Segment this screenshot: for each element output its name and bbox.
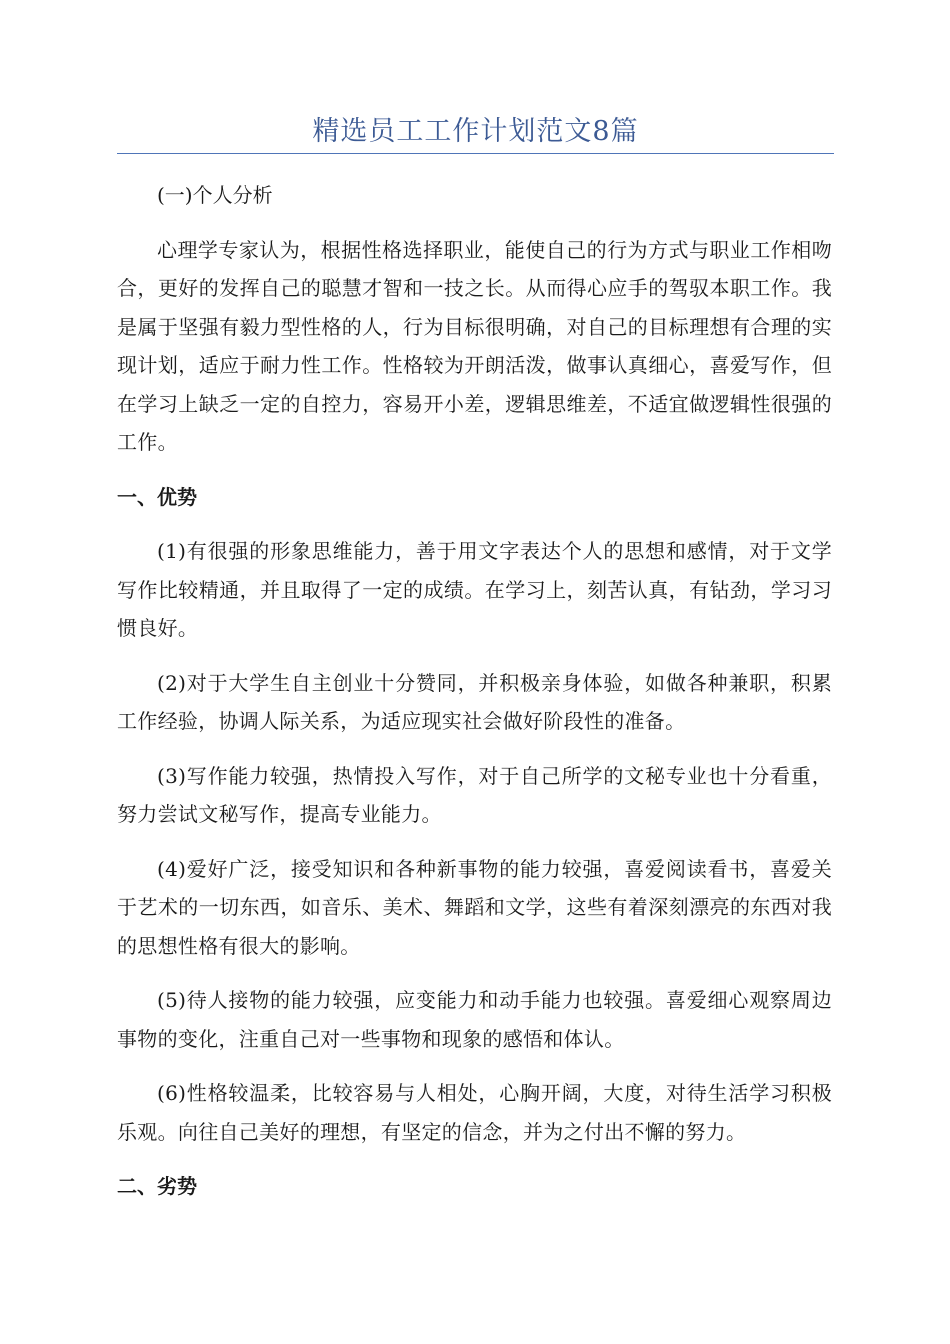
spacer — [117, 1151, 832, 1167]
document-body — [117, 176, 832, 1206]
spacer — [117, 741, 832, 757]
spacer — [117, 648, 832, 664]
spacer — [117, 215, 832, 231]
spacer — [117, 965, 832, 981]
strength-item: (1)有很强的形象思维能力，善于用文字表达个人的思想和感情，对于文学写作比较精通，并且取得了一定的成绩。在学习上，刻苦认真，有钻劲，学习习惯良好。 — [117, 539, 832, 640]
section-heading-strengths: 一、优势 — [117, 484, 197, 509]
strength-item: (4)爱好广泛，接受知识和各种新事物的能力较强，喜爱阅读看书，喜爱关于艺术的一切东西，如音乐、美术、舞蹈和文学，这些有着深刻漂亮的东西对我的思想性格有很大的影响。 — [117, 856, 832, 958]
title-underline — [117, 153, 834, 154]
strength-item: (2)对于大学生自主创业十分赞同，并积极亲身体验，如做各种兼职，积累工作经验，协调人际关系，为适应现实社会做好阶段性的准备。 — [117, 670, 832, 733]
subsection-title: (一)个人分析 — [157, 183, 273, 207]
section-heading-weaknesses: 二、劣势 — [117, 1174, 197, 1198]
intro-paragraph: 心理学专家认为，根据性格选择职业，能使自己的行为方式与职业工作相吻合，更好的发挥自己的聪慧才智和一技之长。从而得心应手的驾驭本职工作。我是属于坚强有毅力型性格的人，行为目标很明确，对自己的目标理想有合理的实现计划，适应于耐力性工作。性格较为开朗活泼，做事认真细心，喜爱写作，但在学习上缺乏一定的自控力，容易开小差，逻辑思维差，不适宜做逻辑性很强的工作。 — [117, 237, 832, 454]
spacer — [117, 462, 832, 478]
spacer — [117, 834, 832, 850]
spacer — [117, 516, 832, 532]
spacer — [117, 1058, 832, 1074]
strength-item: (3)写作能力较强，热情投入写作，对于自己所学的文秘专业也十分看重，努力尝试文秘写作，提高专业能力。 — [117, 763, 832, 826]
strength-item: (6)性格较温柔，比较容易与人相处，心胸开阔，大度，对待生活学习积极乐观。向往自己美好的理想，有坚定的信念，并为之付出不懈的努力。 — [117, 1081, 832, 1144]
strength-item: (5)待人接物的能力较强，应变能力和动手能力也较强。喜爱细心观察周边事物的变化，注重自己对一些事物和现象的感悟和体认。 — [117, 988, 832, 1051]
document-title: 精选员工工作计划范文8篇 — [312, 116, 639, 147]
